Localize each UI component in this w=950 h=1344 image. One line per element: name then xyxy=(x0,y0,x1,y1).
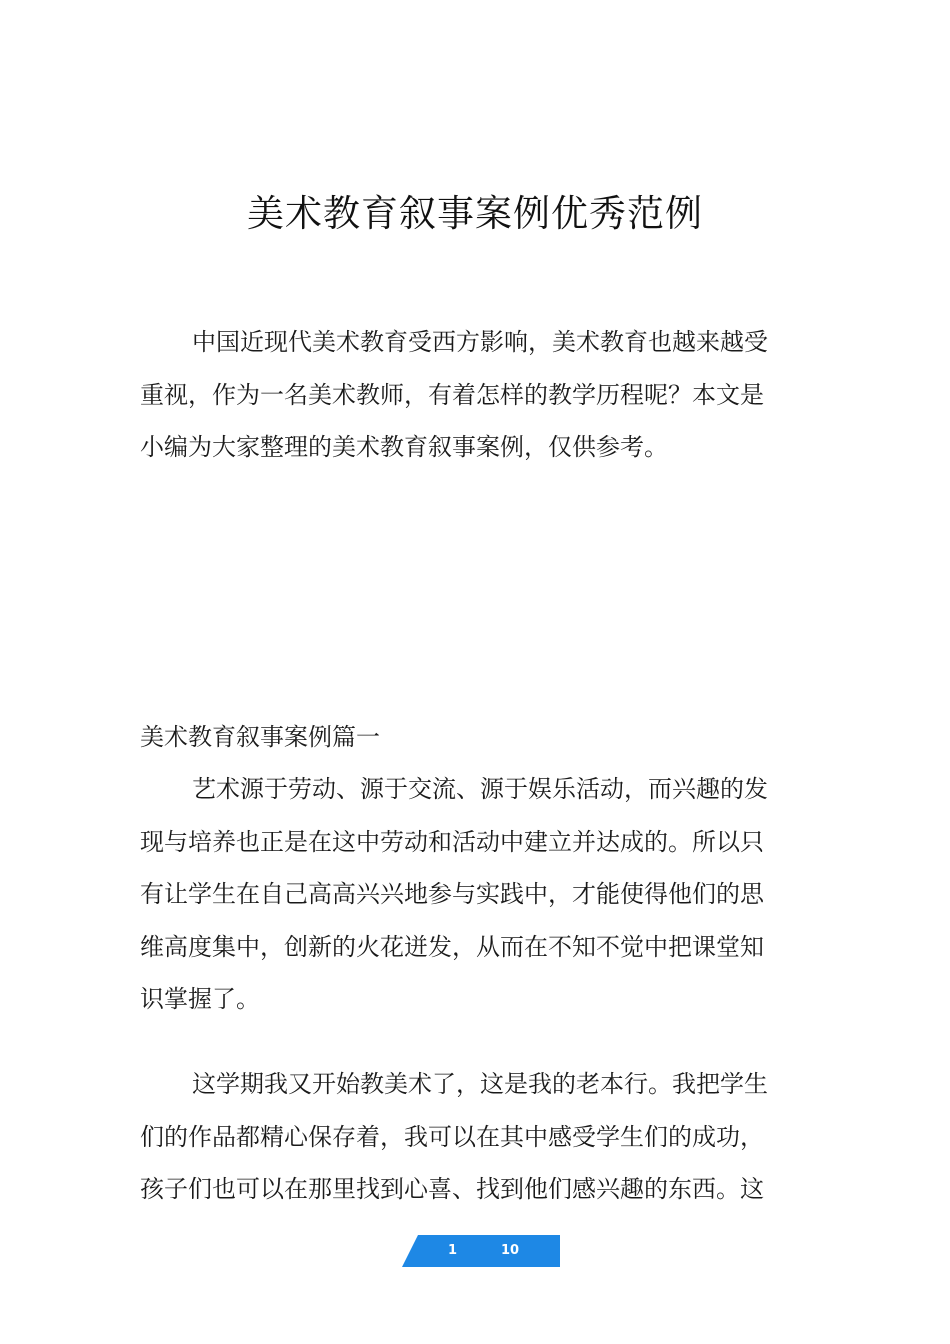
current-page-number: 1 xyxy=(448,1243,458,1258)
total-pages-number: 10 xyxy=(501,1243,520,1258)
paragraph-line: 识掌握了。 xyxy=(140,985,260,1013)
section-heading: 美术教育叙事案例篇一 xyxy=(140,723,380,751)
paragraph-line: 艺术源于劳动、源于交流、源于娱乐活动，而兴趣的发 xyxy=(192,775,768,803)
intro-line: 中国近现代美术教育受西方影响，美术教育也越来越受 xyxy=(192,328,768,356)
paragraph-line: 现与培养也正是在这中劳动和活动中建立并达成的。所以只 xyxy=(140,827,764,856)
intro-line: 重视，作为一名美术教师，有着怎样的教学历程呢？本文是 xyxy=(140,380,764,409)
body-paragraph-2 xyxy=(140,1058,828,1216)
page-number-tag xyxy=(402,1235,560,1267)
body-paragraph-1 xyxy=(140,763,828,1026)
paragraph-line: 孩子们也可以在那里找到心喜、找到他们感兴趣的东西。这 xyxy=(140,1175,764,1203)
paragraph-line: 这学期我又开始教美术了，这是我的老本行。我把学生 xyxy=(192,1070,768,1098)
paragraph-line: 维高度集中，创新的火花迸发，从而在不知不觉中把课堂知 xyxy=(140,932,764,961)
paragraph-line: 有让学生在自己高高兴兴地参与实践中，才能使得他们的思 xyxy=(140,880,764,908)
paragraph-line: 们的作品都精心保存着，我可以在其中感受学生们的成功， xyxy=(140,1122,764,1151)
document-title: 美术教育叙事案例优秀范例 xyxy=(247,192,703,235)
intro-line: 小编为大家整理的美术教育叙事案例，仅供参考。 xyxy=(140,433,668,461)
page-tag-shape xyxy=(402,1235,560,1267)
intro-paragraph xyxy=(140,316,828,474)
